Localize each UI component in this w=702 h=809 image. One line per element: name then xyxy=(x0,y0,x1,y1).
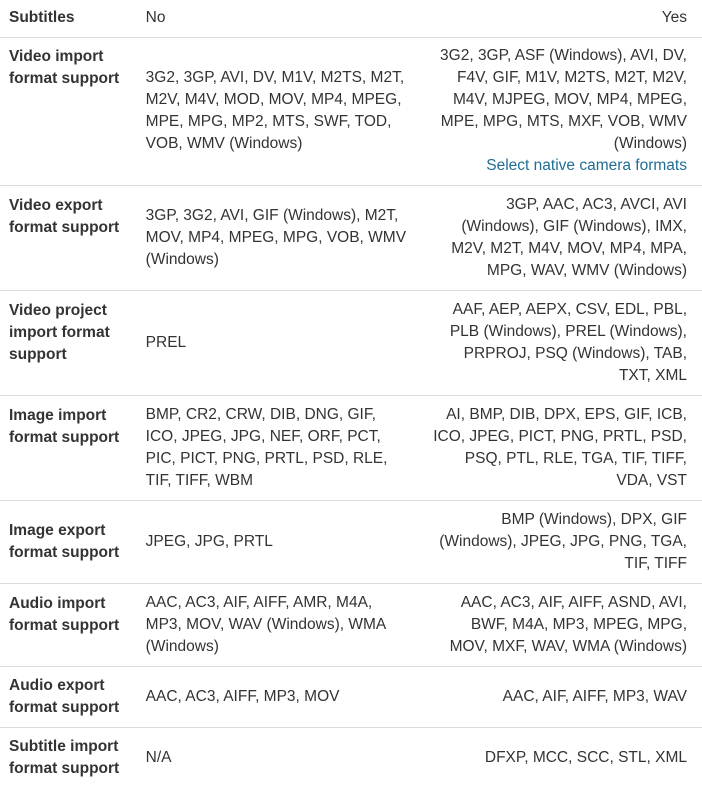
value-cell: AAC, AC3, AIFF, MP3, MOV xyxy=(137,666,409,727)
table-row-subtitles xyxy=(0,0,702,37)
table-row-video-project-import xyxy=(0,290,702,395)
table-row-audio-export xyxy=(0,666,702,727)
value-cell: BMP (Windows), DPX, GIF (Windows), JPEG, JPG, PNG, TGA, TIF, TIFF xyxy=(409,500,702,583)
value-cell: 3GP, 3G2, AVI, GIF (Windows), M2T, MOV, MP4, MPEG, MPG, VOB, WMV (Windows) xyxy=(137,185,409,290)
row-label: Video project import format support xyxy=(0,290,137,395)
value-cell: AAC, AC3, AIF, AIFF, AMR, M4A, MP3, MOV, WAV (Windows), WMA (Windows) xyxy=(137,583,409,666)
row-label: Image export format support xyxy=(0,500,137,583)
row-label: Audio import format support xyxy=(0,583,137,666)
table-row-subtitle-import xyxy=(0,727,702,788)
row-label: Subtitle import format support xyxy=(9,737,120,777)
value-cell: AAC, AIF, AIFF, MP3, WAV xyxy=(409,666,702,727)
row-label: Video export format support xyxy=(0,185,137,290)
value-cell: BMP, CR2, CRW, DIB, DNG, GIF, ICO, JPEG, JPG, NEF, ORF, PCT, PIC, PICT, PNG, PRTL, PSD, RLE, TIF, TIFF, WBM xyxy=(137,395,409,500)
row-label: Image import format support xyxy=(0,395,137,500)
table-row-video-import xyxy=(0,37,702,185)
value-cell: N/A xyxy=(145,748,172,766)
value-cell: JPEG, JPG, PRTL xyxy=(137,500,409,583)
value-cell: AAC, AC3, AIF, AIFF, ASND, AVI, BWF, M4A, MP3, MPEG, MPG, MOV, MXF, WAV, WMA (Windows) xyxy=(409,583,702,666)
row-label: Audio export format support xyxy=(0,666,137,727)
value-cell: DFXP, MCC, SCC, STL, XML xyxy=(484,748,687,766)
value-cell: 3G2, 3GP, AVI, DV, M1V, M2TS, M2T, M2V, M4V, MOD, MOV, MP4, MPEG, MPE, MPG, MP2, MTS, SWF, TOD, VOB, WMV (Windows) xyxy=(137,37,409,185)
value-cell: 3G2, 3GP, ASF (Windows), AVI, DV, F4V, GIF, M1V, M2TS, M2T, M2V, M4V, MJPEG, MOV, MP4, MPEG, MPE, MPG, MTS, MXF, VOB, WMV (Windows) Select native camera formats xyxy=(409,37,702,185)
value-cell: 3GP, AAC, AC3, AVCI, AVI (Windows), GIF (Windows), IMX, M2V, M2T, M4V, MOV, MP4, MPA, MPG, WAV, WMV (Windows) xyxy=(409,185,702,290)
value-cell: AAF, AEP, AEPX, CSV, EDL, PBL, PLB (Windows), PREL (Windows), PRPROJ, PSQ (Windows), TAB, TXT, XML xyxy=(409,290,702,395)
native-camera-formats-link[interactable]: Select native camera formats xyxy=(486,157,687,174)
value-cell: AI, BMP, DIB, DPX, EPS, GIF, ICB, ICO, JPEG, PICT, PNG, PRTL, PSD, PSQ, PTL, RLE, TGA, TIF, TIFF, VDA, VST xyxy=(409,395,702,500)
row-label: Subtitles xyxy=(0,0,137,37)
table-row-audio-import xyxy=(0,583,702,666)
table-row-video-export xyxy=(0,185,702,290)
value-cell-yes: Yes xyxy=(409,0,702,37)
row-label: Video import format support xyxy=(0,37,137,185)
table-row-image-import xyxy=(0,395,702,500)
value-cell: PREL xyxy=(137,290,409,395)
table-row-image-export xyxy=(0,500,702,583)
value-cell-no: No xyxy=(137,0,409,37)
